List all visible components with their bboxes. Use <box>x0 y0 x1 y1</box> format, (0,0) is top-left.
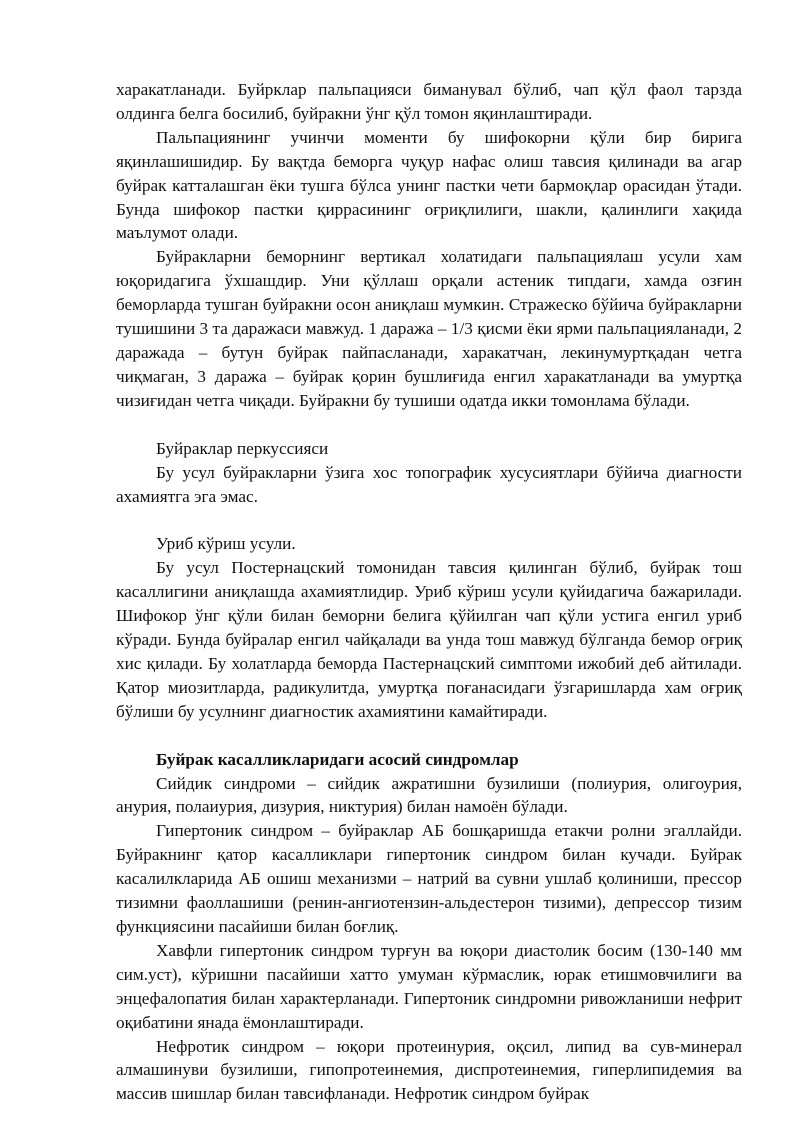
spacer <box>116 724 742 748</box>
paragraph-nephrotic-syndrome: Нефротик синдром – юқори протеинурия, оқсил, липид ва сув-минерал алмашинуви бузилиши, гипопротеинемия, диспротеинемия, гиперлипидемия ва массив шишлар билан тавсифланади. Нефротик синдром буйрак <box>116 1036 742 1104</box>
section-heading-syndromes: Буйрак касалликларидаги асосий синдромлар <box>156 749 519 769</box>
paragraph-tapping-method: Бу усул Постернацский томонидан тавсия қилинган бўлиб, буйрак тош касаллигини аниқлашда ахамиятлидир. Уриб кўриш усули қуйидагича бажарилади. Шифокор ўнг қўли билан беморни белига қўйилган чап қўли устига енгил уриб кўради. Бунда буйралар енгил чайқалади ва унда тош мавжуд бўлганда бемор оғриқ хис қилади. Бу холатларда беморда Пастернацский симптоми ижобий деб айтилади. Қатор миозитларда, радикулитда, умуртқа поғанасидаги ўзгаришларда хам оғриқ бўлиши бу усулнинг диагностик ахамиятини камайтиради. <box>116 558 742 721</box>
paragraph-malignant-hypertension: Хавфли гипертоник синдром турғун ва юқори диастолик босим (130-140 мм сим.уст), кўришни пасайиши хатто умуман кўрмаслик, юрак етишмовчилиги ва энцефалопатия билан характерланади. Гипертоник синдромни ривожланиши нефрит оқибатини янада ёмонлаштиради. <box>116 940 742 1032</box>
spacer <box>116 508 742 532</box>
subheading-percussion: Буйраклар перкуссияси <box>156 438 329 458</box>
paragraph-urinary-syndrome: Сийдик синдроми – сийдик ажратишни бузилиши (полиурия, олигоурия, анурия, полаиурия, дизурия, никтурия) билан намоён бўлади. <box>116 773 742 817</box>
subheading-tapping-method: Уриб кўриш усули. <box>156 534 296 554</box>
paragraph-palpation-third-moment: Пальпациянинг учинчи моменти бу шифокорни қўли бир бирига яқинлашишидир. Бу вақтда беморга чуқур нафас олиш тавсия қилинади ва агар буйрак катталашган ёки тушга бўлса унинг пастки чети бармоқлар орасидан ўтади. Бунда шифокор пастки қиррасининг оғриқлилиги, шакли, қалинлиги хақида маълумот олади. <box>116 127 742 243</box>
paragraph-hypertensive-syndrome: Гипертоник синдром – буйраклар АБ бошқаришда етакчи ролни эгаллайди. Буйракнинг қатор касалликлари гипертоник синдром билан кучади. Буйрак касалилкларида АБ ошиш механизми – натрий ва сувни ушлаб қолиниши, прессор тизимни фаоллашиши (ренин-ангиотензин-альдестерон тизими), депрессор тизим функциясини пасайиши билан боғлиқ. <box>116 821 742 936</box>
paragraph-continuation: харакатланади. Буйрклар пальпацияси биманувал бўлиб, чап қўл фаол тарзда олдинга белга босилиб, буйракни ўнг қўл томон яқинлаштиради. <box>116 80 742 123</box>
spacer <box>116 413 742 437</box>
paragraph-vertical-palpation: Буйракларни беморнинг вертикал холатидаги пальпациялаш усули хам юқоридагига ўхшашдир. Уни қўллаш орқали астеник типдаги, хамда озғин беморларда тушган буйракни осон аниқлаш мумкин. Стражеско бўйича буйракларни тушишини 3 та даражаси мавжуд. 1 даража – 1/3 қисми ёки ярми пальпацияланади, 2 даражада – бутун буйрак пайпасланади, харакатчан, лекинумуртқадан четга чиқмаган, 3 даража – буйрак қорин бушлиғида енгил харакатланади ва умуртқа чизиғидан четга чиқади. Буйракни бу тушиши одатда икки томонлама бўлади. <box>116 247 742 410</box>
paragraph-percussion: Бу усул буйракларни ўзига хос топографик хусусиятлари бўйича диагности ахамиятга эга эмас. <box>116 462 742 506</box>
document-page <box>116 78 742 1106</box>
